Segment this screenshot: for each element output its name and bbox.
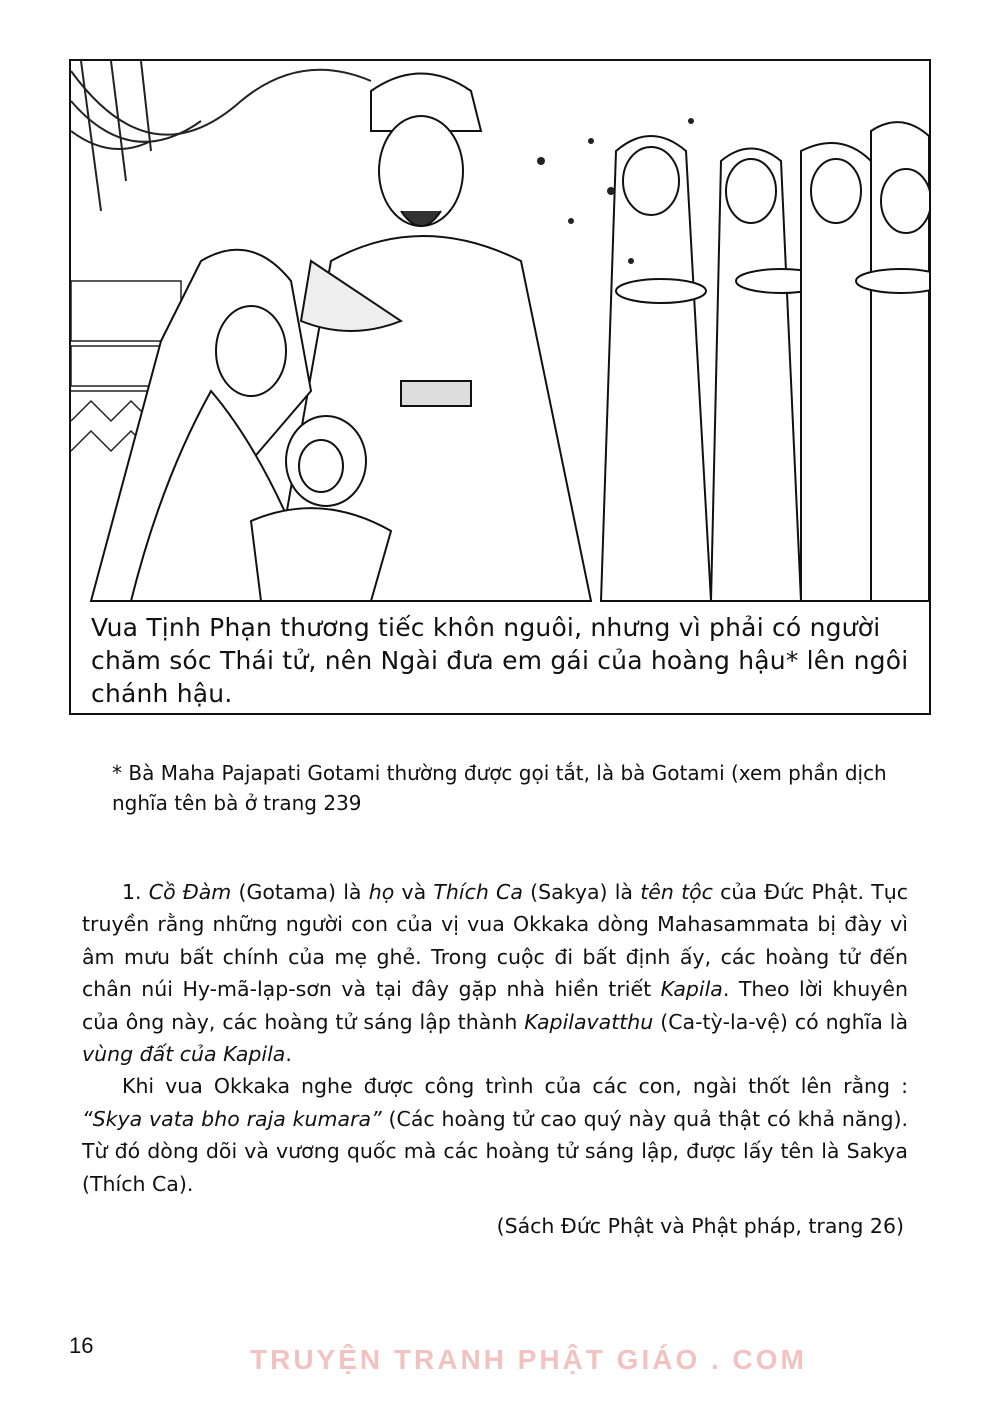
comic-panel	[69, 59, 931, 715]
illustration	[71, 61, 929, 609]
watermark-text: TRUYỆN TRANH PHẬT GIÁO . COM	[250, 1344, 807, 1375]
note-text: Kapila	[660, 977, 723, 1002]
note-text: của Đức Phật. Tục truyền rằng những người con của vị vua Okkaka dòng Mahasammata bị đày vì âm mưu bất chính của mẹ ghẻ. Trong cuộc đi bất định ấy, các hoàng tử đến chân núi Hy-mã-lạp-sơn và tại đây gặp nhà hiền triết	[82, 880, 908, 1002]
note-text: .	[285, 1042, 292, 1067]
note-text: (Gotama) là	[231, 880, 369, 904]
footnote: * Bà Maha Pajapati Gotami thường được gọi tắt, là bà Gotami (xem phần dịch nghĩa tên bà ở trang 239	[112, 761, 887, 815]
note-text: (Các hoàng tử cao quý này quả thật có khả năng). Từ đó dòng dõi và vương quốc mà các hoàng tử sáng lập, được lấy tên là Sakya (Thích Ca).	[82, 1106, 908, 1196]
note-text: . Theo lời khuyên của ông này, các hoàng tử sáng lập thành	[82, 977, 909, 1034]
note-text: họ	[368, 880, 395, 904]
note-text: và	[394, 880, 434, 904]
note-text: Cồ Đàm	[148, 880, 232, 904]
note-text: tên tộc	[640, 880, 713, 904]
page-number: 16	[69, 1333, 94, 1358]
attendants-group	[601, 122, 929, 601]
note-text: (Sakya) là	[522, 880, 641, 904]
note-text: Thích Ca	[433, 880, 523, 904]
note-text: Khi vua Okkaka nghe được công trình của các con, ngài thốt lên rằng :	[122, 1074, 908, 1099]
note-paragraph-1	[82, 876, 908, 1070]
panel-caption: Vua Tịnh Phạn thương tiếc khôn nguôi, nhưng vì phải có người chăm sóc Thái tử, nên Ngài đưa em gái của hoàng hậu* lên ngôi chánh hậu.	[91, 613, 909, 708]
curtain-drapery	[71, 61, 371, 211]
note-paragraph-2	[82, 1070, 908, 1200]
note-text: “Skya vata bho raja kumara”	[82, 1106, 382, 1131]
note-text: (Ca-tỳ-la-vệ) có nghĩa là	[653, 1009, 909, 1034]
notes-section	[82, 876, 908, 1200]
note-text: Kapilavatthu	[524, 1009, 654, 1034]
source-citation: (Sách Đức Phật và Phật pháp, trang 26)	[496, 1214, 904, 1238]
note-text: vùng đất của Kapila	[82, 1042, 286, 1067]
note-number: 1.	[122, 880, 149, 904]
